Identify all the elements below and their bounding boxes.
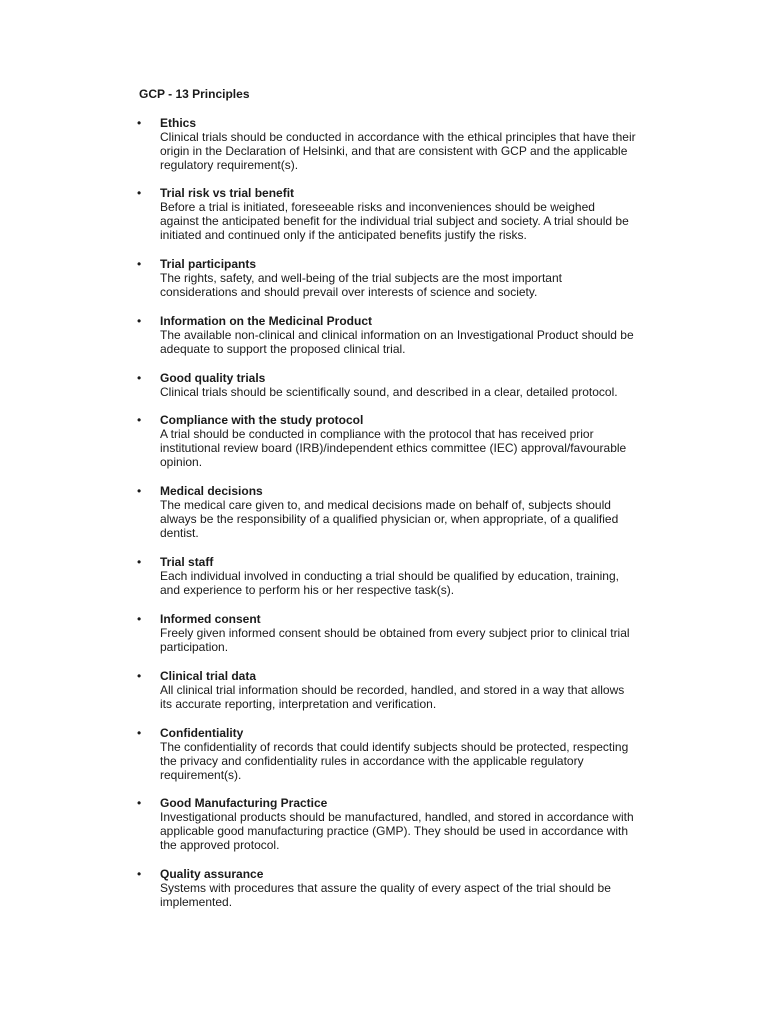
- principle-text-line: against the anticipated benefit for the individual trial subject and society. A trial should be: [160, 214, 629, 228]
- principle-text-line: implemented.: [160, 895, 233, 909]
- principle-text-line: All clinical trial information should be recorded, handled, and stored in a way that allows: [160, 683, 625, 697]
- principle-title: Compliance with the study protocol: [160, 413, 364, 427]
- bullet-icon: •: [137, 484, 142, 498]
- page-title: GCP - 13 Principles: [139, 87, 250, 101]
- principle-text-line: institutional review board (IRB)/independent ethics committee (IEC) approval/favourable: [160, 441, 627, 455]
- principle-text-line: the privacy and confidentiality rules in accordance with the applicable regulatory: [160, 754, 584, 768]
- bullet-icon: •: [137, 726, 142, 740]
- principle-text-line: participation.: [160, 640, 229, 654]
- principle-text-line: and experience to perform his or her respective task(s).: [160, 583, 455, 597]
- bullet-icon: •: [137, 116, 142, 130]
- principle-text-line: considerations and should prevail over interests of science and society.: [160, 285, 538, 299]
- principle-text-line: dentist.: [160, 526, 199, 540]
- principle-text-line: initiated and continued only if the anticipated benefits justify the risks.: [160, 228, 527, 242]
- bullet-icon: •: [137, 186, 142, 200]
- principle-text-line: always be the responsibility of a qualified physician or, when appropriate, of a qualified: [160, 512, 619, 526]
- principle-text-line: origin in the Declaration of Helsinki, and that are consistent with GCP and the applicable: [160, 144, 628, 158]
- principle-title: Trial staff: [160, 555, 214, 569]
- principle-text-line: Freely given informed consent should be obtained from every subject prior to clinical trial: [160, 626, 630, 640]
- principle-title: Medical decisions: [160, 484, 263, 498]
- principle-text-line: Clinical trials should be conducted in accordance with the ethical principles that have their: [160, 130, 636, 144]
- bullet-icon: •: [137, 413, 142, 427]
- principle-title: Trial risk vs trial benefit: [160, 186, 295, 200]
- bullet-icon: •: [137, 314, 142, 328]
- principle-text-line: Before a trial is initiated, foreseeable risks and inconveniences should be weighed: [160, 200, 595, 214]
- principle-title: Ethics: [160, 116, 197, 130]
- bullet-icon: •: [137, 796, 142, 810]
- bullet-icon: •: [137, 555, 142, 569]
- bullet-icon: •: [137, 612, 142, 626]
- principle-text-line: applicable good manufacturing practice (GMP). They should be used in accordance with: [160, 824, 629, 838]
- bullet-icon: •: [137, 867, 142, 881]
- principle-title: Trial participants: [160, 257, 257, 271]
- principle-text-line: regulatory requirement(s).: [160, 158, 299, 172]
- principle-text-line: its accurate reporting, interpretation and verification.: [160, 697, 437, 711]
- principle-title: Informed consent: [160, 612, 261, 626]
- principle-text-line: Systems with procedures that assure the quality of every aspect of the trial should be: [160, 881, 611, 895]
- principle-text-line: The rights, safety, and well-being of the trial subjects are the most important: [160, 271, 562, 285]
- principle-text-line: opinion.: [160, 455, 203, 469]
- bullet-icon: •: [137, 257, 142, 271]
- principle-text-line: The available non-clinical and clinical information on an Investigational Product should be: [160, 328, 634, 342]
- bullet-icon: •: [137, 371, 142, 385]
- principle-text-line: requirement(s).: [160, 768, 242, 782]
- principle-title: Good Manufacturing Practice: [160, 796, 328, 810]
- principle-title: Clinical trial data: [160, 669, 257, 683]
- principle-text-line: The medical care given to, and medical decisions made on behalf of, subjects should: [160, 498, 611, 512]
- principle-text-line: Each individual involved in conducting a trial should be qualified by education, training,: [160, 569, 619, 583]
- principle-title: Information on the Medicinal Product: [160, 314, 373, 328]
- principle-title: Quality assurance: [160, 867, 264, 881]
- principle-text-line: Clinical trials should be scientifically sound, and described in a clear, detailed protocol.: [160, 385, 618, 399]
- principle-text-line: adequate to support the proposed clinical trial.: [160, 342, 406, 356]
- principle-text-line: A trial should be conducted in compliance with the protocol that has received prior: [160, 427, 594, 441]
- principle-title: Good quality trials: [160, 371, 266, 385]
- principle-title: Confidentiality: [160, 726, 244, 740]
- principle-text-line: The confidentiality of records that could identify subjects should be protected, respecting: [160, 740, 629, 754]
- principle-text-line: the approved protocol.: [160, 838, 280, 852]
- bullet-icon: •: [137, 669, 142, 683]
- principle-text-line: Investigational products should be manufactured, handled, and stored in accordance with: [160, 810, 634, 824]
